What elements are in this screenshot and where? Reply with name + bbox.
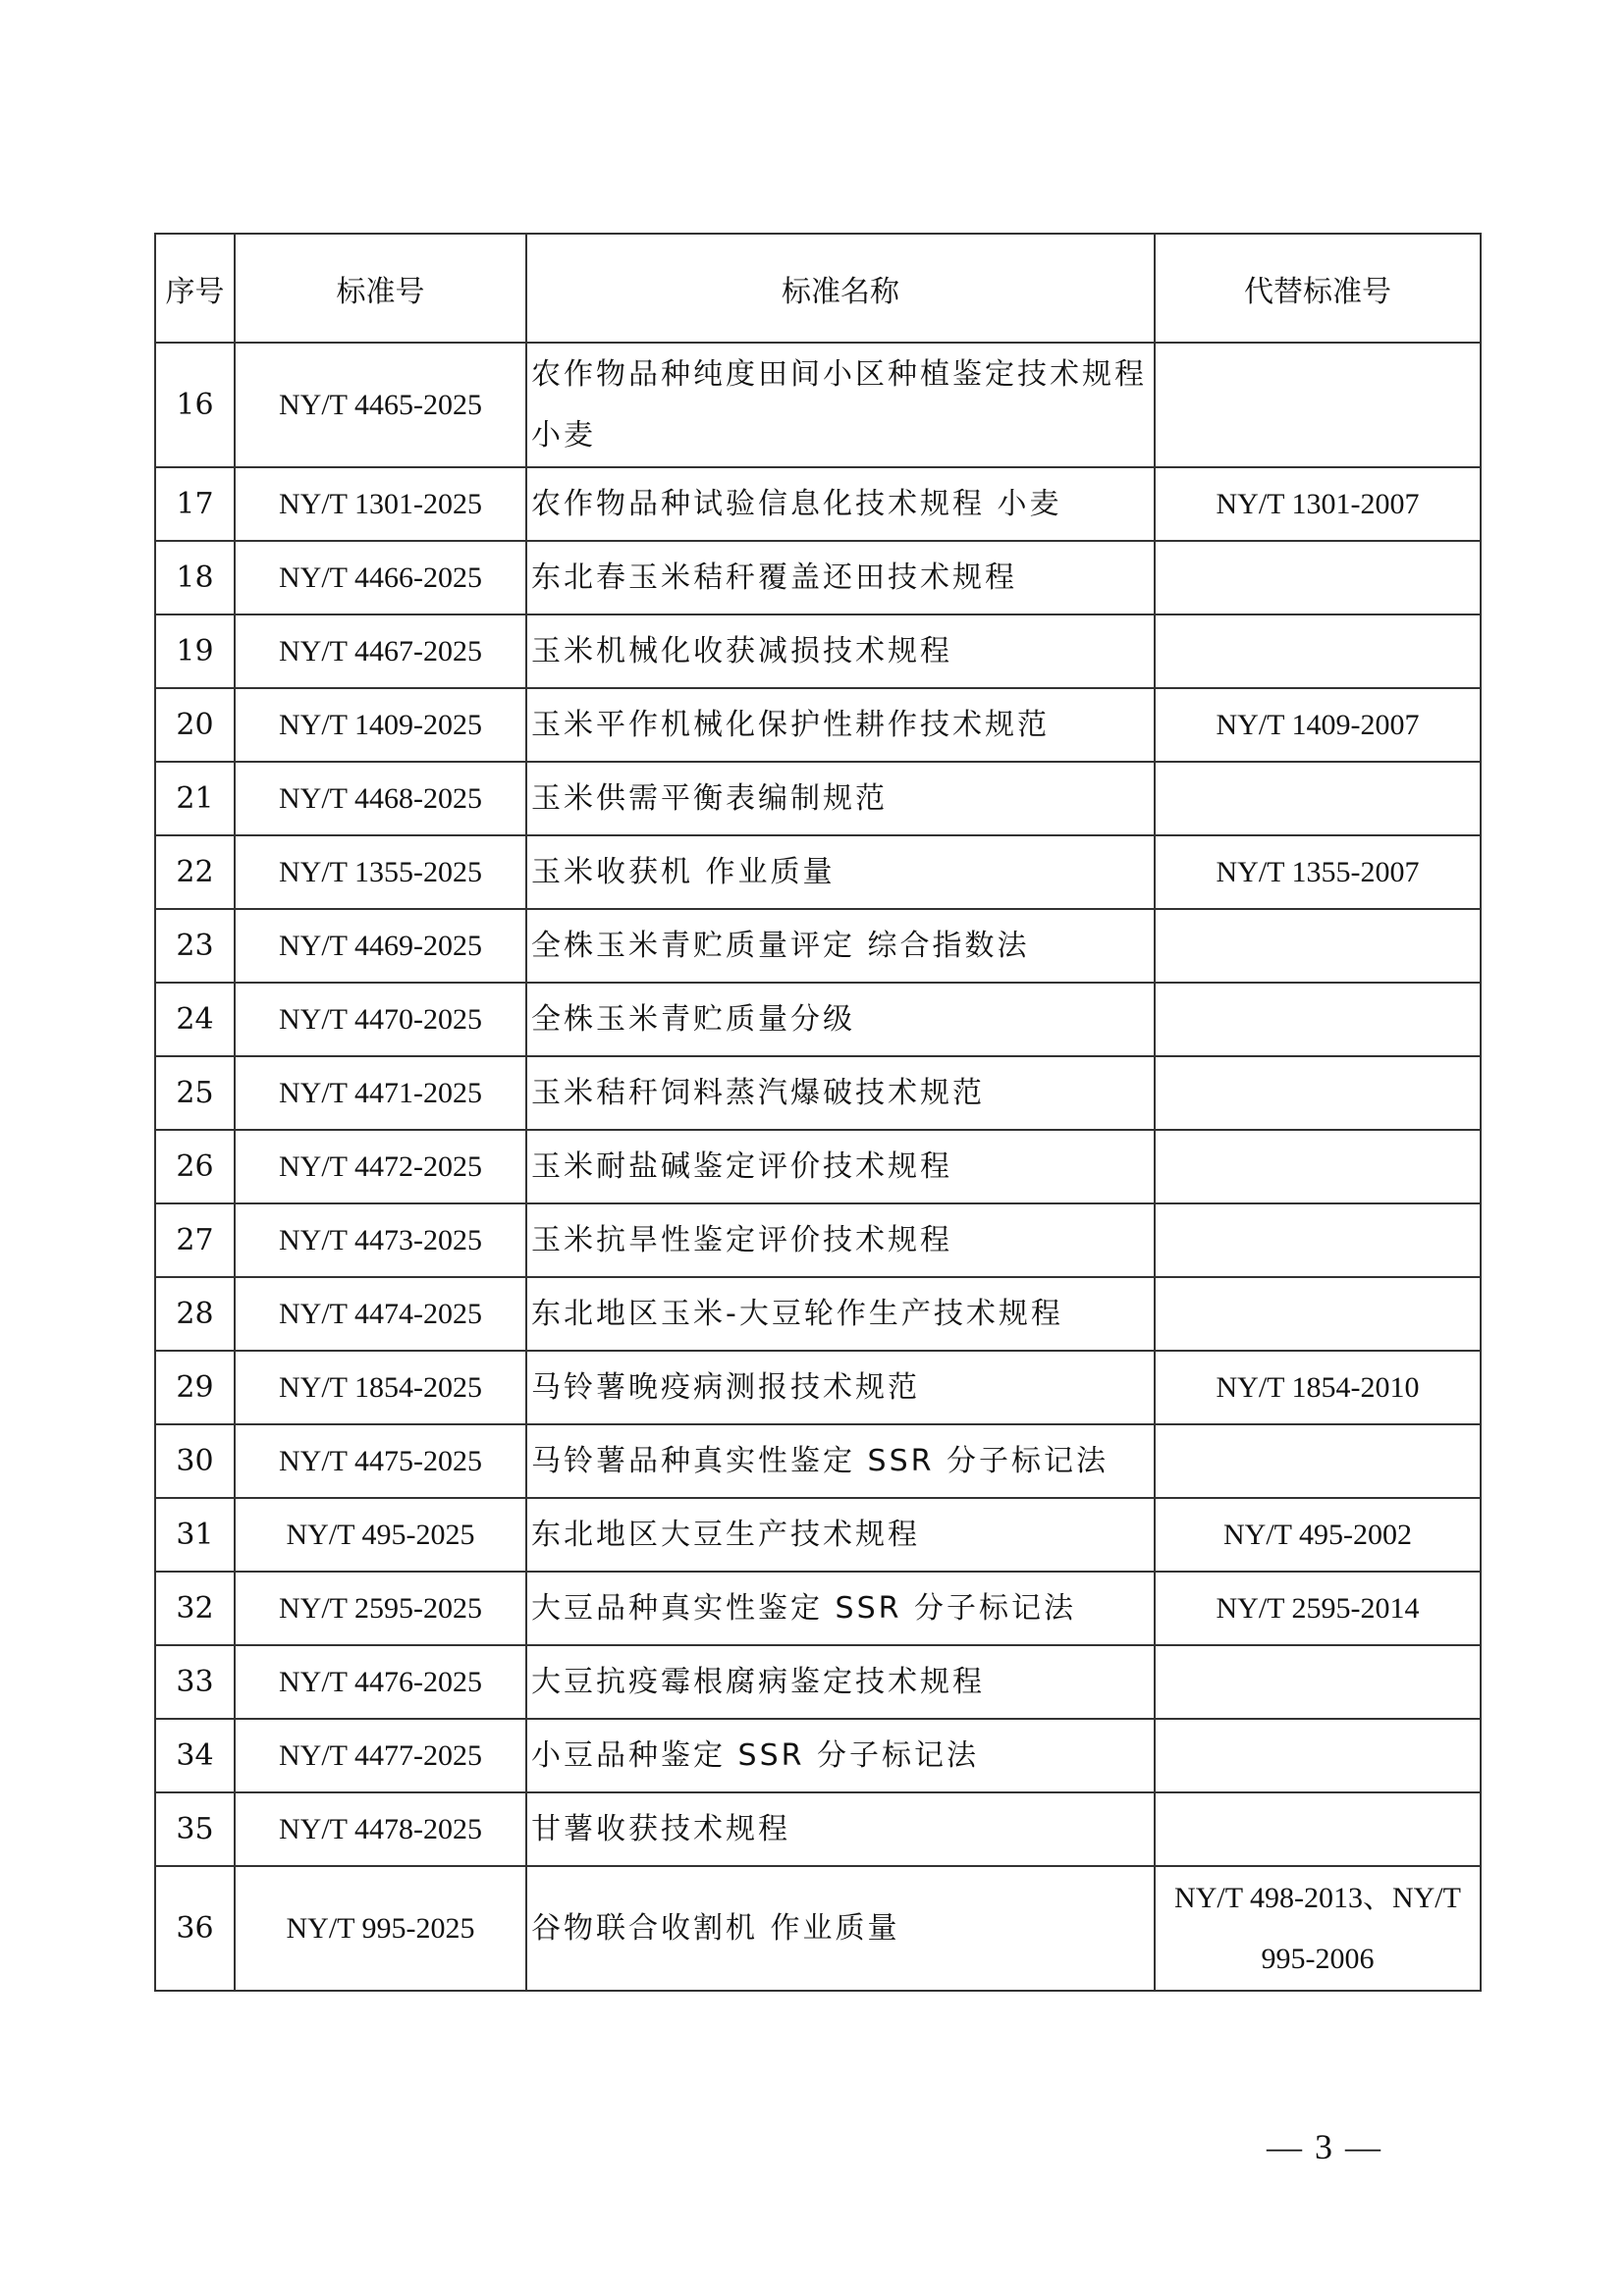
cell-serial-number: 34 bbox=[155, 1719, 235, 1792]
cell-replaced-standard: NY/T 495-2002 bbox=[1155, 1498, 1481, 1572]
table-row bbox=[155, 467, 1481, 541]
cell-replaced-standard bbox=[1155, 343, 1481, 467]
cell-standard-number: NY/T 4471-2025 bbox=[235, 1056, 526, 1130]
table-row bbox=[155, 909, 1481, 983]
cell-standard-name: 玉米供需平衡表编制规范 bbox=[526, 762, 1155, 835]
cell-replaced-standard bbox=[1155, 1424, 1481, 1498]
cell-standard-number: NY/T 995-2025 bbox=[235, 1866, 526, 1991]
header-standard-number: 标准号 bbox=[235, 234, 526, 343]
cell-replaced-standard bbox=[1155, 1277, 1481, 1351]
cell-serial-number: 26 bbox=[155, 1130, 235, 1203]
cell-standard-name: 玉米平作机械化保护性耕作技术规范 bbox=[526, 688, 1155, 762]
cell-replaced-standard bbox=[1155, 1203, 1481, 1277]
cell-serial-number: 20 bbox=[155, 688, 235, 762]
cell-standard-name: 农作物品种试验信息化技术规程 小麦 bbox=[526, 467, 1155, 541]
cell-serial-number: 31 bbox=[155, 1498, 235, 1572]
cell-replaced-standard bbox=[1155, 909, 1481, 983]
cell-standard-number: NY/T 4470-2025 bbox=[235, 983, 526, 1056]
cell-standard-number: NY/T 4469-2025 bbox=[235, 909, 526, 983]
cell-standard-number: NY/T 4476-2025 bbox=[235, 1645, 526, 1719]
table-row bbox=[155, 835, 1481, 909]
cell-serial-number: 35 bbox=[155, 1792, 235, 1866]
page-number: — 3 — bbox=[1267, 2127, 1382, 2166]
cell-serial-number: 33 bbox=[155, 1645, 235, 1719]
header-serial-number: 序号 bbox=[155, 234, 235, 343]
table-row bbox=[155, 762, 1481, 835]
table-row bbox=[155, 1572, 1481, 1645]
table-row bbox=[155, 541, 1481, 614]
cell-standard-name: 玉米耐盐碱鉴定评价技术规程 bbox=[526, 1130, 1155, 1203]
cell-standard-name: 玉米秸秆饲料蒸汽爆破技术规范 bbox=[526, 1056, 1155, 1130]
cell-replaced-standard: NY/T 1854-2010 bbox=[1155, 1351, 1481, 1424]
cell-replaced-standard bbox=[1155, 541, 1481, 614]
table-row bbox=[155, 1719, 1481, 1792]
cell-serial-number: 29 bbox=[155, 1351, 235, 1424]
cell-serial-number: 30 bbox=[155, 1424, 235, 1498]
cell-standard-number: NY/T 4468-2025 bbox=[235, 762, 526, 835]
cell-replaced-standard bbox=[1155, 1645, 1481, 1719]
table-row bbox=[155, 1130, 1481, 1203]
cell-serial-number: 21 bbox=[155, 762, 235, 835]
table-row bbox=[155, 1277, 1481, 1351]
cell-standard-name: 小豆品种鉴定 SSR 分子标记法 bbox=[526, 1719, 1155, 1792]
table-row bbox=[155, 1203, 1481, 1277]
cell-standard-name: 全株玉米青贮质量分级 bbox=[526, 983, 1155, 1056]
cell-serial-number: 36 bbox=[155, 1866, 235, 1991]
cell-standard-number: NY/T 1301-2025 bbox=[235, 467, 526, 541]
cell-serial-number: 18 bbox=[155, 541, 235, 614]
cell-standard-name: 大豆抗疫霉根腐病鉴定技术规程 bbox=[526, 1645, 1155, 1719]
table-row bbox=[155, 343, 1481, 467]
cell-standard-name: 大豆品种真实性鉴定 SSR 分子标记法 bbox=[526, 1572, 1155, 1645]
cell-serial-number: 25 bbox=[155, 1056, 235, 1130]
cell-standard-name: 玉米收获机 作业质量 bbox=[526, 835, 1155, 909]
cell-standard-name: 谷物联合收割机 作业质量 bbox=[526, 1866, 1155, 1991]
header-replaced-standard: 代替标准号 bbox=[1155, 234, 1481, 343]
table-row bbox=[155, 688, 1481, 762]
cell-standard-number: NY/T 4472-2025 bbox=[235, 1130, 526, 1203]
cell-replaced-standard: NY/T 1355-2007 bbox=[1155, 835, 1481, 909]
cell-standard-number: NY/T 4467-2025 bbox=[235, 614, 526, 688]
cell-standard-number: NY/T 4474-2025 bbox=[235, 1277, 526, 1351]
cell-replaced-standard bbox=[1155, 983, 1481, 1056]
cell-replaced-standard: NY/T 1301-2007 bbox=[1155, 467, 1481, 541]
cell-replaced-standard bbox=[1155, 1792, 1481, 1866]
cell-serial-number: 28 bbox=[155, 1277, 235, 1351]
cell-standard-name: 东北地区玉米-大豆轮作生产技术规程 bbox=[526, 1277, 1155, 1351]
cell-standard-name: 东北春玉米秸秆覆盖还田技术规程 bbox=[526, 541, 1155, 614]
cell-standard-number: NY/T 4466-2025 bbox=[235, 541, 526, 614]
cell-standard-number: NY/T 1409-2025 bbox=[235, 688, 526, 762]
table-body bbox=[155, 343, 1481, 1991]
cell-standard-number: NY/T 4475-2025 bbox=[235, 1424, 526, 1498]
cell-serial-number: 17 bbox=[155, 467, 235, 541]
cell-replaced-standard bbox=[1155, 1130, 1481, 1203]
cell-serial-number: 23 bbox=[155, 909, 235, 983]
cell-serial-number: 16 bbox=[155, 343, 235, 467]
header-standard-name: 标准名称 bbox=[526, 234, 1155, 343]
cell-standard-number: NY/T 4473-2025 bbox=[235, 1203, 526, 1277]
cell-replaced-standard: NY/T 1409-2007 bbox=[1155, 688, 1481, 762]
table-row bbox=[155, 1498, 1481, 1572]
cell-serial-number: 22 bbox=[155, 835, 235, 909]
cell-standard-number: NY/T 4478-2025 bbox=[235, 1792, 526, 1866]
cell-standard-name: 玉米机械化收获减损技术规程 bbox=[526, 614, 1155, 688]
cell-standard-number: NY/T 1854-2025 bbox=[235, 1351, 526, 1424]
table-row bbox=[155, 1792, 1481, 1866]
cell-standard-number: NY/T 495-2025 bbox=[235, 1498, 526, 1572]
cell-serial-number: 24 bbox=[155, 983, 235, 1056]
cell-replaced-standard bbox=[1155, 762, 1481, 835]
table-row bbox=[155, 983, 1481, 1056]
cell-serial-number: 27 bbox=[155, 1203, 235, 1277]
cell-replaced-standard bbox=[1155, 614, 1481, 688]
cell-standard-name: 马铃薯晚疫病测报技术规范 bbox=[526, 1351, 1155, 1424]
table-row bbox=[155, 614, 1481, 688]
cell-replaced-standard: NY/T 2595-2014 bbox=[1155, 1572, 1481, 1645]
table-row bbox=[155, 1056, 1481, 1130]
cell-serial-number: 32 bbox=[155, 1572, 235, 1645]
cell-standard-name: 东北地区大豆生产技术规程 bbox=[526, 1498, 1155, 1572]
cell-standard-name: 甘薯收获技术规程 bbox=[526, 1792, 1155, 1866]
cell-standard-name: 玉米抗旱性鉴定评价技术规程 bbox=[526, 1203, 1155, 1277]
cell-standard-name: 农作物品种纯度田间小区种植鉴定技术规程 小麦 bbox=[526, 343, 1155, 467]
table-row bbox=[155, 1351, 1481, 1424]
table-row bbox=[155, 1866, 1481, 1991]
standards-table bbox=[154, 233, 1482, 1992]
table-row bbox=[155, 1424, 1481, 1498]
table-header-row bbox=[155, 234, 1481, 343]
cell-standard-number: NY/T 2595-2025 bbox=[235, 1572, 526, 1645]
cell-standard-name: 全株玉米青贮质量评定 综合指数法 bbox=[526, 909, 1155, 983]
cell-replaced-standard: NY/T 498-2013、NY/T 995-2006 bbox=[1155, 1866, 1481, 1991]
cell-serial-number: 19 bbox=[155, 614, 235, 688]
cell-standard-number: NY/T 1355-2025 bbox=[235, 835, 526, 909]
table-row bbox=[155, 1645, 1481, 1719]
cell-replaced-standard bbox=[1155, 1719, 1481, 1792]
cell-standard-name: 马铃薯品种真实性鉴定 SSR 分子标记法 bbox=[526, 1424, 1155, 1498]
cell-standard-number: NY/T 4477-2025 bbox=[235, 1719, 526, 1792]
cell-standard-number: NY/T 4465-2025 bbox=[235, 343, 526, 467]
cell-replaced-standard bbox=[1155, 1056, 1481, 1130]
